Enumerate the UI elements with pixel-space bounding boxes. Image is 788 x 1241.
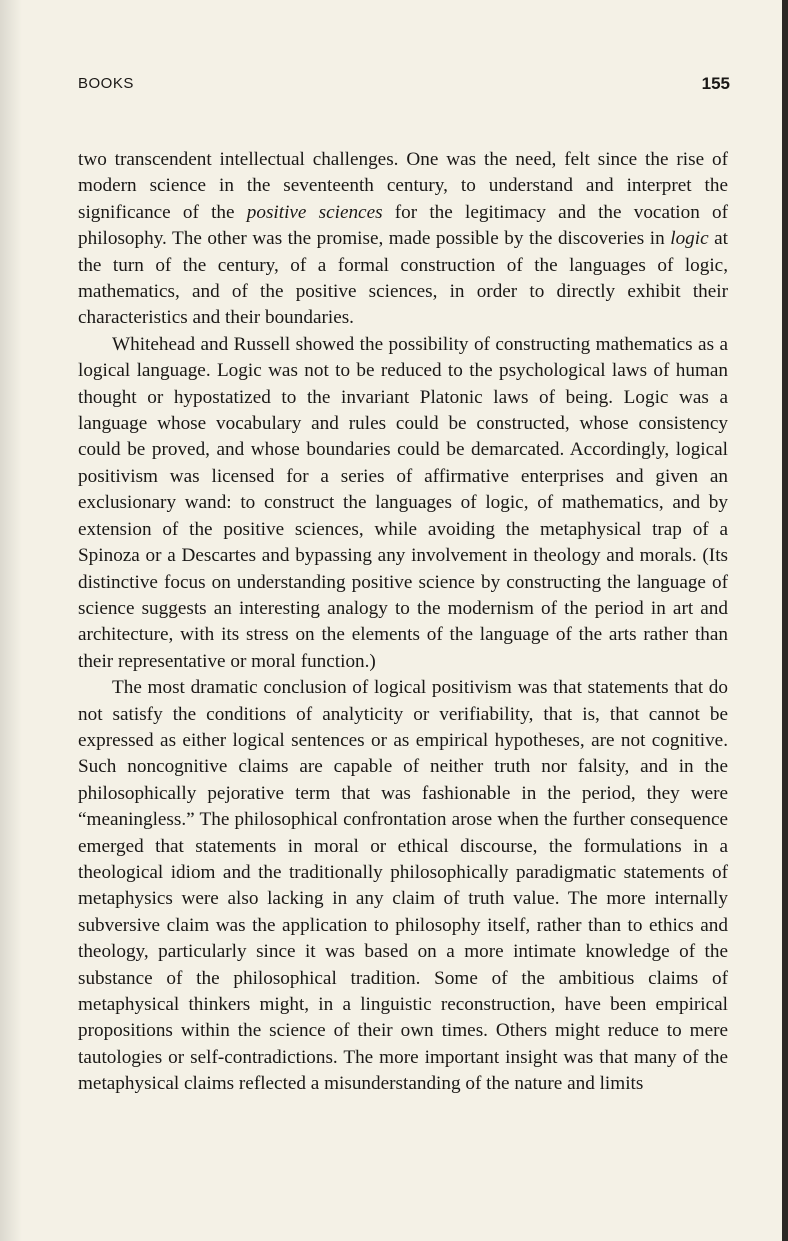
paragraph-2: Whitehead and Russell showed the possibility of constructing mathematics as a logical language. Logic was not to be reduced to the psychological laws of human thought or hypostatized to the invariant Platonic laws of being. Logic was a language whose vocabulary and rules could be constructed, whose consistency could be proved, and whose boundaries could be demarcated. Accordingly, logical positivism was licensed for a series of affirmative enterprises and given an exclusionary wand: to construct the languages of logic, of mathematics, and by extension of the positive sciences, while avoiding the metaphysical trap of a Spinoza or a Descartes and bypassing any involvement in theology and morals. (Its distinctive focus on understanding positive science by constructing the language of science suggests an interesting analogy to the modernism of the period in art and architecture, with its stress on the elements of the language of the arts rather than their representative or moral function.) bbox=[78, 333, 728, 672]
body-text bbox=[78, 147, 728, 1098]
paragraph-1 bbox=[78, 147, 728, 332]
running-head bbox=[78, 75, 730, 99]
paragraph-1-italic-logic: logic bbox=[670, 228, 709, 250]
page-gutter-shadow bbox=[0, 0, 22, 1241]
paragraph-1-text-b: for the legitimacy and the vocation of philosophy. The other was the promise, made possible by the discoveries in bbox=[78, 201, 729, 250]
paragraph-1-text-c: at the turn of the century, of a formal construction of the languages of logic, mathematics, and of the positive sciences, in order to directly exhibit their characteristics and their boundaries. bbox=[78, 228, 728, 329]
page-edge bbox=[782, 0, 788, 1241]
paragraph-1-text-a: two transcendent intellectual challenges. One was the need, felt since the rise of modern science in the seventeenth century, to understand and interpret the significance of the bbox=[78, 149, 728, 223]
paragraph-3: The most dramatic conclusion of logical positivism was that statements that do not satisfy the conditions of analyticity or verifiability, that is, that cannot be expressed as either logical sentences or as empirical hypotheses, are not cognitive. Such noncognitive claims are capable of neither truth nor falsity, and in the philosophically pejorative term that was fashionable in the period, they were “meaningless.” The philosophical confrontation arose when the further consequence emerged that statements in moral or ethical discourse, the formulations in a theological idiom and the traditionally philosophically paradigmatic statements of metaphysics were also lacking in any claim of truth value. The more internally subversive claim was the application to philosophy itself, rather than to ethics and theology, particularly since it was based on a more intimate knowledge of the substance of the philosophical tradition. Some of the ambitious claims of metaphysical thinkers might, in a linguistic reconstruction, have been empirical propositions within the science of their own times. Others might reduce to mere tautologies or self-contradictions. The more important insight was that many of the metaphysical claims reflected a misunderstanding of the nature and limits bbox=[78, 677, 728, 1095]
section-title: BOOKS bbox=[78, 75, 134, 92]
page-number: 155 bbox=[701, 74, 730, 93]
paragraph-1-italic-positive-sciences: positive sciences bbox=[246, 201, 383, 223]
